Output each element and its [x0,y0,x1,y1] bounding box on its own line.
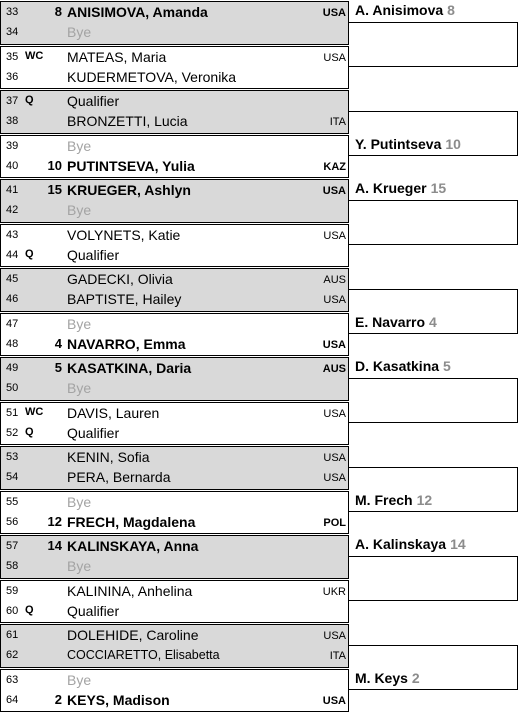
nationality-code: USA [323,229,346,242]
player-name[interactable]: Bye [67,24,92,40]
round2-name: E. Navarro [355,313,426,330]
player-name[interactable]: Bye [67,671,92,688]
player-name[interactable]: Qualifier [67,424,120,441]
player-name[interactable]: KALININA, Anhelina [67,582,193,599]
match-box [0,46,349,90]
draw-row [1,424,350,444]
player-name[interactable]: PERA, Bernarda [67,469,171,485]
player-name[interactable]: DAVIS, Lauren [67,404,160,421]
round2-seed: 4 [429,313,437,330]
player-name[interactable]: KASATKINA, Daria [67,360,192,376]
draw-position: 34 [6,26,19,38]
round2-seed: 8 [447,2,455,18]
player-name[interactable]: KUDERMETOVA, Veronika [67,68,237,85]
draw-row [1,315,350,335]
draw-position: 63 [6,673,19,686]
draw-row [1,646,350,666]
match-box [0,491,349,535]
player-name[interactable]: KRUEGER, Ashlyn [67,182,191,198]
bracket-connector [349,556,518,601]
nationality-code: USA [322,185,346,197]
match-box [0,535,349,579]
round2-seed: 14 [450,536,466,552]
seed-number: 8 [54,4,62,19]
nationality-code: USA [322,7,346,19]
nationality-code: AUS [323,274,346,286]
draw-row [1,537,350,557]
nationality-code: USA [323,294,346,306]
round2-player[interactable] [355,2,455,18]
draw-position: 39 [6,139,19,152]
draw-position: 33 [6,6,19,18]
player-name[interactable]: Bye [67,380,92,396]
nationality-code: USA [323,630,346,642]
seed-number: 5 [54,360,62,375]
draw-row [1,92,350,112]
match-box [0,669,349,713]
draw-row [1,201,350,221]
match-box [0,580,349,624]
draw-row [1,404,350,424]
draw-position: 50 [6,382,19,394]
match-box [0,402,349,446]
draw-position: 37 [6,95,19,107]
draw-position: 55 [6,495,19,508]
round2-seed: 5 [443,358,451,374]
nationality-code: AUS [322,363,346,375]
draw-position: 40 [6,159,19,172]
draw-position: 53 [6,451,19,463]
nationality-code: ITA [329,650,346,662]
round2-player[interactable] [355,358,451,374]
draw-row [1,379,350,399]
round2-name: A. Anisimova [355,2,444,18]
entry-tag: WC [25,49,44,62]
draw-row [1,290,350,310]
round2-name: M. Frech [355,491,413,508]
nationality-code: ITA [329,116,346,128]
draw-position: 43 [6,228,19,241]
entry-tag: WC [25,405,44,418]
player-name[interactable]: Bye [67,493,92,510]
entry-tag: Q [25,94,34,106]
match-box [0,624,349,668]
seed-number: 10 [47,157,62,173]
player-name[interactable]: DOLEHIDE, Caroline [67,627,199,643]
match-box [0,135,349,179]
round2-player[interactable] [355,492,432,508]
draw-position: 59 [6,584,19,597]
player-name[interactable]: Bye [67,558,92,574]
player-name[interactable]: GADECKI, Olivia [67,271,173,287]
match-box [0,90,349,134]
round2-player[interactable] [355,180,446,196]
draw-row [1,181,350,201]
round2-player[interactable] [355,314,437,330]
draw-position: 36 [6,70,19,83]
draw-row [1,68,350,88]
round2-seed: 15 [430,180,447,196]
draw-position: 42 [6,204,19,216]
nationality-code: KAZ [323,160,346,173]
player-name[interactable]: Bye [67,202,92,218]
player-name[interactable]: KALINSKAYA, Anna [67,538,199,554]
match-box [0,446,349,490]
draw-position: 61 [6,629,19,641]
player-name[interactable]: PUTINTSEVA, Yulia [67,157,195,174]
draw-position: 51 [6,406,19,419]
seed-number: 12 [47,513,62,529]
entry-tag: Q [25,603,34,616]
player-name[interactable]: Qualifier [67,246,120,263]
draw-position: 45 [6,273,19,285]
draw-position: 48 [6,337,19,350]
draw-row [1,48,350,68]
round2-player[interactable] [355,536,466,552]
round2-player[interactable] [355,136,461,152]
round2-name: A. Kalinskaya [355,536,447,552]
nationality-code: USA [323,452,346,464]
match-box [0,357,349,401]
nationality-code: USA [323,472,346,484]
draw-row [1,112,350,132]
draw-row [1,493,350,513]
player-name[interactable]: FRECH, Magdalena [67,513,196,530]
player-name[interactable]: Bye [67,137,92,154]
draw-row [1,557,350,577]
round2-seed: 10 [445,135,461,152]
player-name[interactable]: KENIN, Sofia [67,449,150,465]
draw-row [1,335,350,355]
draw-position: 57 [6,540,19,552]
player-name[interactable]: MATEAS, Maria [67,48,167,65]
draw-row [1,691,350,711]
draw-row [1,582,350,602]
draw-position: 46 [6,293,19,305]
draw-position: 54 [6,471,19,483]
entry-tag: Q [25,425,34,438]
round2-name: A. Krueger [355,180,427,196]
match-box [0,313,349,357]
bracket-connector [349,200,518,245]
player-name[interactable]: COCCIARETTO, Elisabetta [67,648,220,662]
player-name[interactable]: BAPTISTE, Hailey [67,291,182,307]
match-box [0,179,349,223]
draw-position: 52 [6,426,19,439]
player-name[interactable]: Qualifier [67,93,120,109]
draw-row [1,448,350,468]
round2-name: Y. Putintseva [355,135,442,152]
draw-position: 58 [6,560,19,572]
bracket-connector [349,22,518,67]
draw-row [1,3,350,23]
player-name[interactable]: ANISIMOVA, Amanda [67,4,208,20]
nationality-code: POL [323,516,346,529]
draw-row [1,468,350,488]
player-name[interactable]: NAVARRO, Emma [67,335,186,352]
draw-position: 62 [6,649,19,661]
draw-position: 44 [6,248,19,261]
seed-number: 14 [47,538,62,553]
seed-number: 2 [54,691,62,707]
round2-name: D. Kasatkina [355,358,440,374]
player-name[interactable]: Bye [67,315,92,332]
draw-row [1,671,350,691]
player-name[interactable]: VOLYNETS, Katie [67,226,181,243]
nationality-code: USA [322,694,346,707]
draw-row [1,602,350,622]
draw-position: 64 [6,693,19,706]
seed-number: 15 [47,182,62,197]
player-name[interactable]: KEYS, Madison [67,691,170,708]
draw-position: 56 [6,515,19,528]
draw-position: 35 [6,50,19,63]
nationality-code: UKR [322,585,346,598]
round2-player[interactable] [355,670,420,686]
draw-row [1,513,350,533]
match-box [0,1,349,45]
draw-row [1,23,350,43]
nationality-code: USA [323,51,346,64]
draw-position: 49 [6,362,19,374]
draw-position: 41 [6,184,19,196]
nationality-code: USA [323,407,346,420]
draw-row [1,246,350,266]
draw-row [1,359,350,379]
entry-tag: Q [25,247,34,260]
player-name[interactable]: BRONZETTI, Lucia [67,113,188,129]
round2-seed: 12 [416,491,433,508]
match-box [0,224,349,268]
bracket-connector [349,378,518,423]
match-box [0,268,349,312]
draw-row [1,157,350,177]
draw-row [1,626,350,646]
round2-seed: 2 [411,669,420,686]
draw-position: 47 [6,317,19,330]
player-name[interactable]: Qualifier [67,602,120,619]
seed-number: 4 [54,335,62,351]
draw-row [1,270,350,290]
draw-row [1,137,350,157]
draw-position: 38 [6,115,19,127]
round2-name: M. Keys [355,669,408,686]
nationality-code: USA [322,338,346,351]
draw-row [1,226,350,246]
draw-position: 60 [6,604,19,617]
